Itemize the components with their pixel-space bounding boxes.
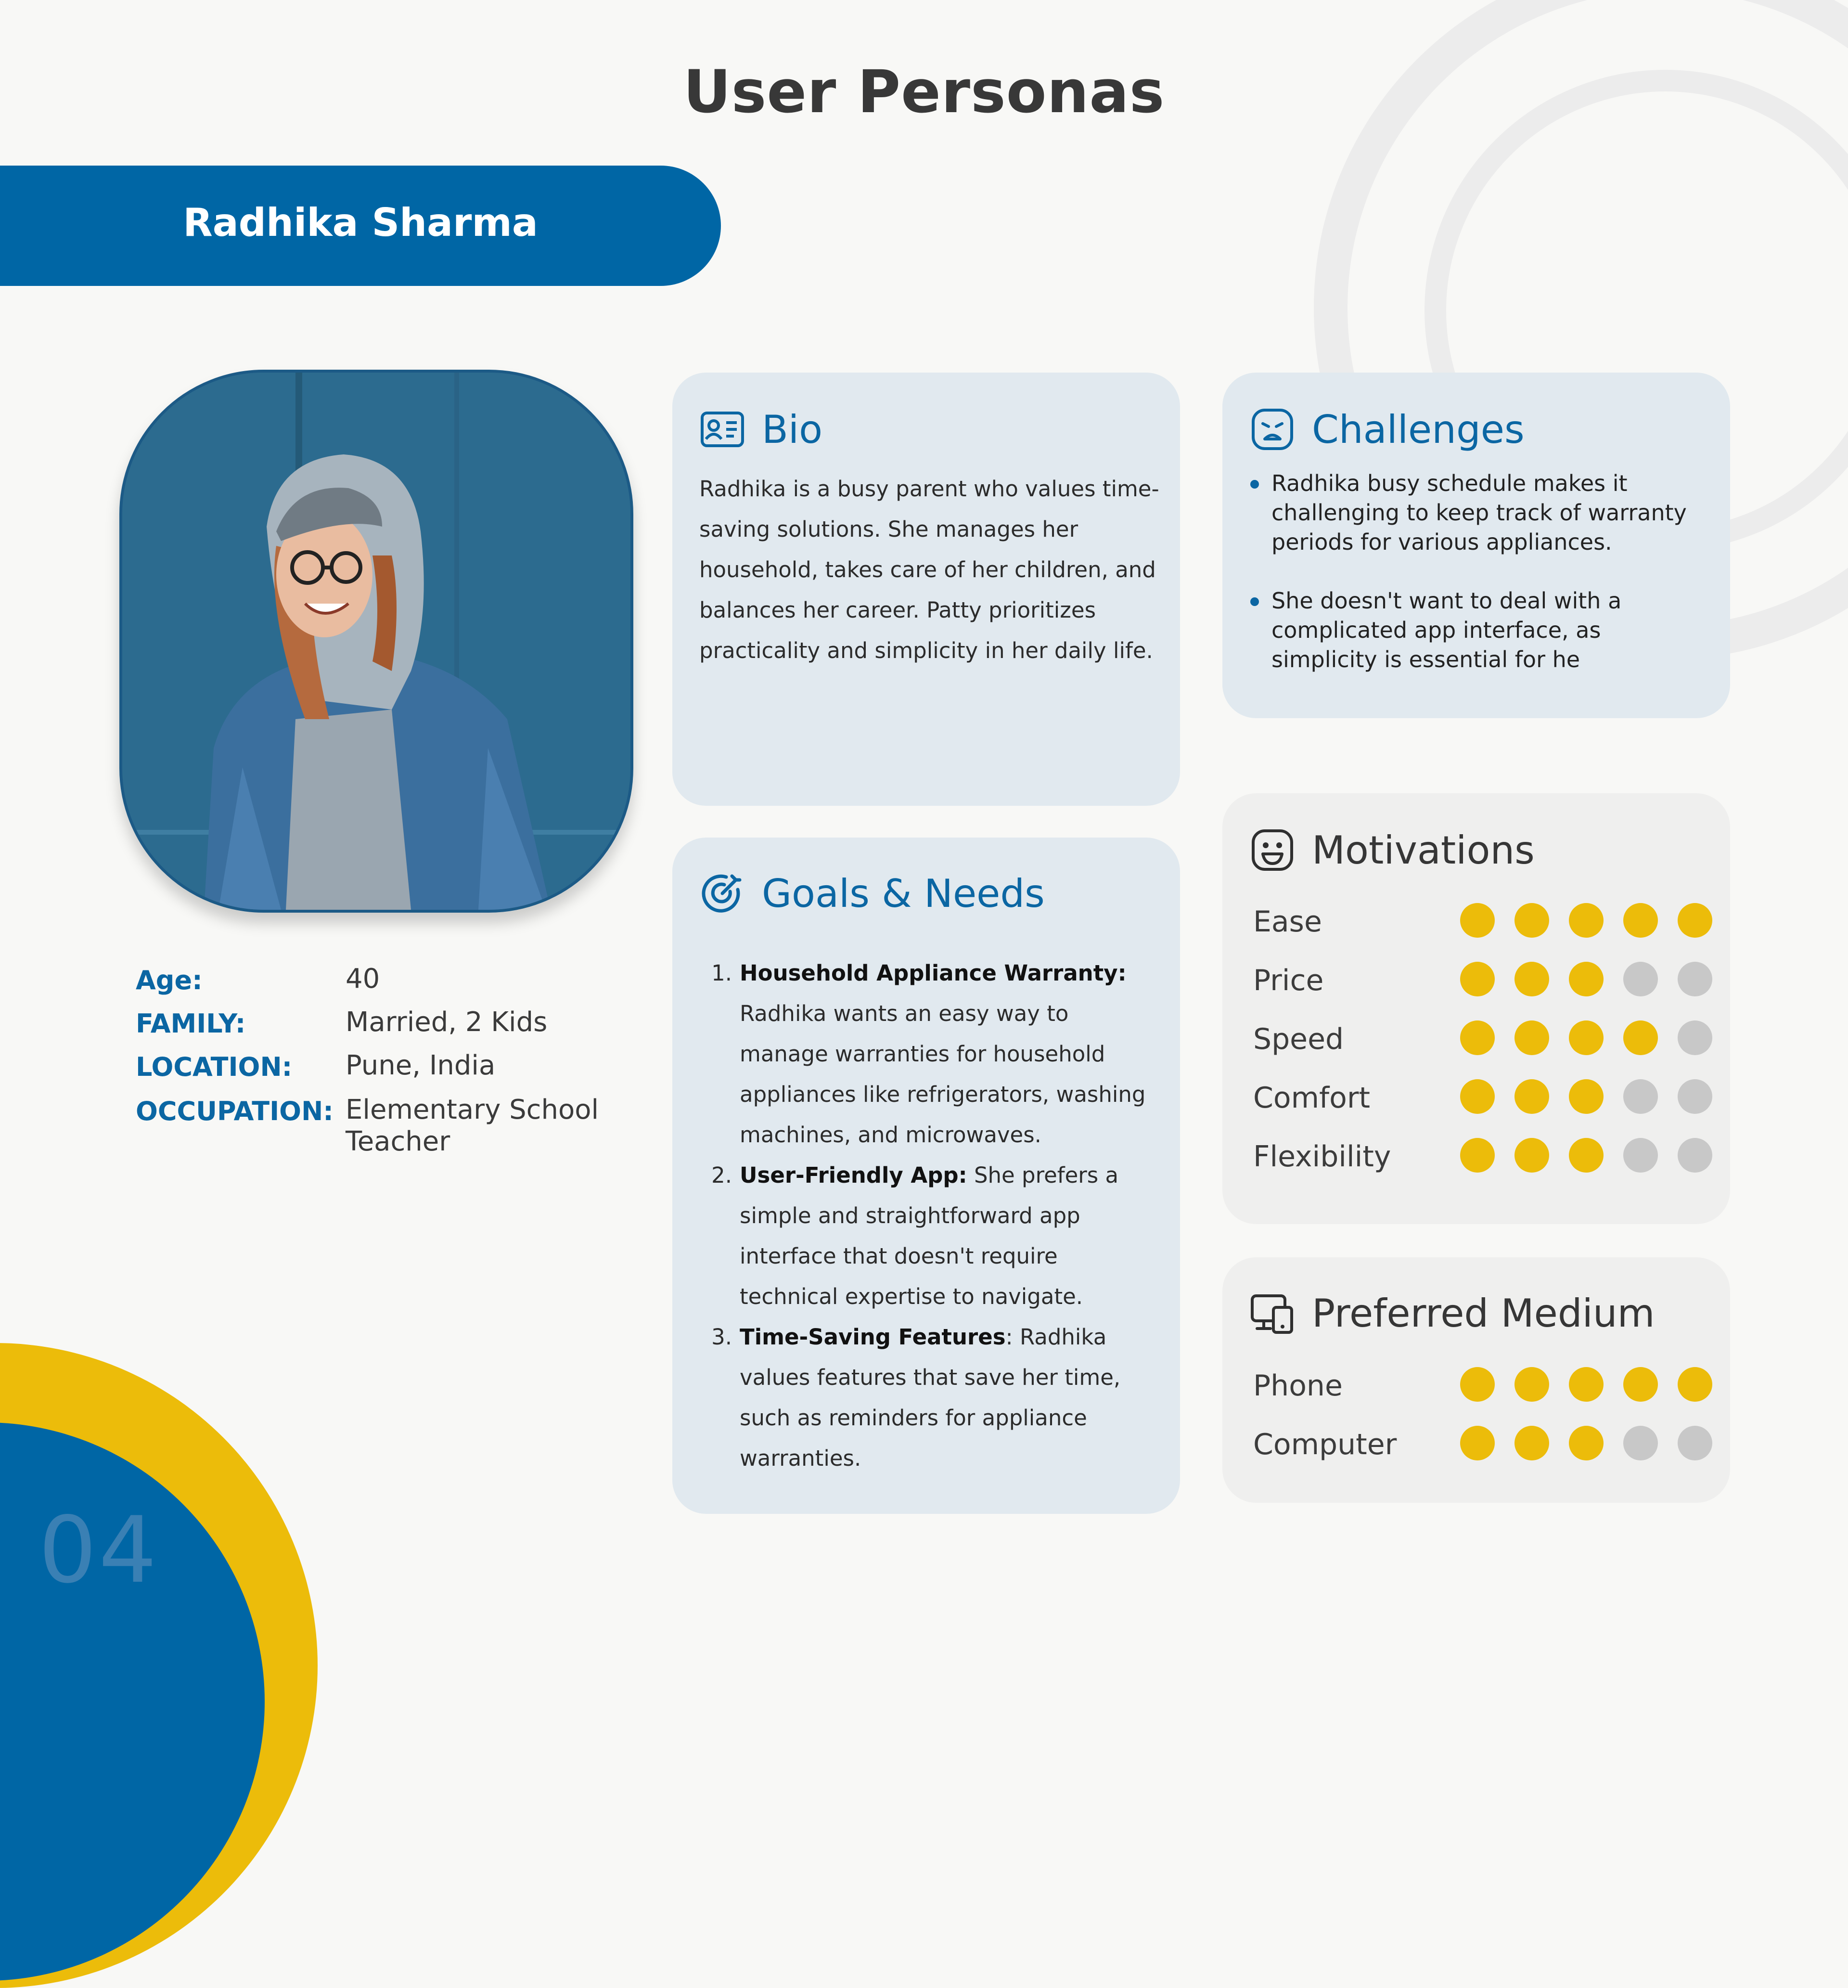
goal-number: 2. [711,1162,732,1188]
motivation-label: Comfort [1253,1081,1371,1115]
rating-dot-filled [1569,1367,1604,1402]
bio-text: Radhika is a busy parent who values time-saving solutions. She manages her household, takes care of her children, and balances her career. Patty prioritizes practicality and simplicity in her daily life. [699,476,1159,663]
rating-dot-empty [1678,1138,1712,1173]
rating-dot-empty [1623,1426,1658,1460]
motivation-row [1253,1074,1720,1118]
challenges-list [1249,469,1711,704]
persona-details [136,965,617,1158]
devices-icon [1249,1290,1296,1336]
persona-name-banner [0,166,721,286]
rating-dot-filled [1623,903,1658,938]
bio-title: Bio [762,407,823,452]
rating-dot-empty [1678,962,1712,996]
goal-heading: Household Appliance Warranty: [740,960,1127,986]
rating-dot-filled [1569,1020,1604,1055]
rating-dot-filled [1569,1426,1604,1460]
age-label: Age: [136,965,203,995]
motivations-title: Motivations [1312,827,1535,873]
motivation-rating [1460,1020,1732,1055]
challenges-title: Challenges [1312,407,1525,452]
rating-dot-filled [1460,1426,1495,1460]
age-value: 40 [346,963,380,994]
rating-dot-filled [1460,962,1495,996]
goal-number: 1. [711,960,732,986]
challenges-card [1222,373,1730,718]
rating-dot-filled [1514,1426,1549,1460]
rating-dot-empty [1678,1020,1712,1055]
goal-item [706,1317,1154,1479]
rating-dot-filled [1569,962,1604,996]
rating-dot-filled [1514,903,1549,938]
rating-dot-filled [1623,1020,1658,1055]
rating-dot-filled [1569,1079,1604,1114]
motivation-row [1253,898,1720,942]
goal-text: : Radhika values features that save her time, such as reminders for appliance warranties. [740,1324,1121,1471]
goal-text: Radhika wants an easy way to manage warranties for household appliances like refrigerators, washing machines, and microwaves. [740,1001,1146,1148]
rating-dot-empty [1678,1079,1712,1114]
goals-needs-card [672,838,1180,1514]
motivation-row [1253,1133,1720,1176]
rating-dot-empty [1623,962,1658,996]
rating-dot-filled [1678,903,1712,938]
medium-label: Phone [1253,1369,1343,1403]
rating-dot-filled [1678,1367,1712,1402]
goals-list [706,953,1154,1479]
id-card-icon [699,406,745,452]
rating-dot-filled [1460,1367,1495,1402]
goal-heading: User-Friendly App: [740,1162,967,1188]
frustrated-face-icon [1249,406,1296,452]
goal-item [706,1155,1154,1317]
bio-card [672,373,1180,806]
persona-photo-illustration [122,373,630,910]
motivations-card [1222,793,1730,1224]
challenge-item: She doesn't want to deal with a complicated app interface, as simplicity is essential for he [1249,586,1711,674]
rating-dot-filled [1514,1079,1549,1114]
motivation-row [1253,1016,1720,1059]
medium-rating [1460,1367,1732,1402]
goal-item [706,953,1154,1155]
family-label: FAMILY: [136,1008,246,1039]
rating-dot-filled [1569,1138,1604,1173]
goal-number: 3. [711,1324,732,1350]
goal-text: She prefers a simple and straightforward app interface that doesn't require technical expertise to navigate. [740,1162,1119,1309]
target-icon [699,870,745,917]
location-value: Pune, India [346,1050,496,1081]
location-label: LOCATION: [136,1052,293,1082]
rating-dot-empty [1623,1079,1658,1114]
rating-dot-filled [1514,962,1549,996]
rating-dot-filled [1623,1367,1658,1402]
rating-dot-filled [1460,1079,1495,1114]
motivation-label: Price [1253,964,1324,997]
persona-name: Radhika Sharma [183,200,538,245]
medium-row [1253,1421,1720,1464]
rating-dot-empty [1678,1426,1712,1460]
challenge-item: Radhika busy schedule makes it challenging to keep track of warranty periods for various appliances. [1249,469,1711,557]
rating-dot-filled [1460,1138,1495,1173]
medium-rating [1460,1426,1732,1460]
occupation-label: OCCUPATION: [136,1096,334,1126]
preferred-medium-card [1222,1257,1730,1503]
goal-heading: Time-Saving Features [740,1324,1006,1350]
medium-label: Computer [1253,1428,1397,1461]
motivation-rating [1460,962,1732,996]
motivation-rating [1460,1079,1732,1114]
page-number: 04 [38,1497,159,1603]
family-value: Married, 2 Kids [346,1007,548,1038]
motivation-row [1253,957,1720,1000]
page-title: User Personas [683,58,1165,126]
goals-title: Goals & Needs [762,871,1045,916]
medium-row [1253,1362,1720,1406]
motivation-label: Flexibility [1253,1140,1391,1174]
motivation-rating [1460,903,1732,938]
smile-face-icon [1249,827,1296,873]
rating-dot-filled [1460,903,1495,938]
rating-dot-empty [1623,1138,1658,1173]
medium-title: Preferred Medium [1312,1291,1655,1336]
persona-photo [119,370,633,913]
rating-dot-filled [1514,1020,1549,1055]
rating-dot-filled [1569,903,1604,938]
motivation-label: Ease [1253,905,1322,939]
rating-dot-filled [1514,1367,1549,1402]
occupation-value: Elementary School Teacher [346,1094,599,1157]
motivation-rating [1460,1138,1732,1173]
motivation-label: Speed [1253,1022,1344,1056]
rating-dot-filled [1460,1020,1495,1055]
rating-dot-filled [1514,1138,1549,1173]
